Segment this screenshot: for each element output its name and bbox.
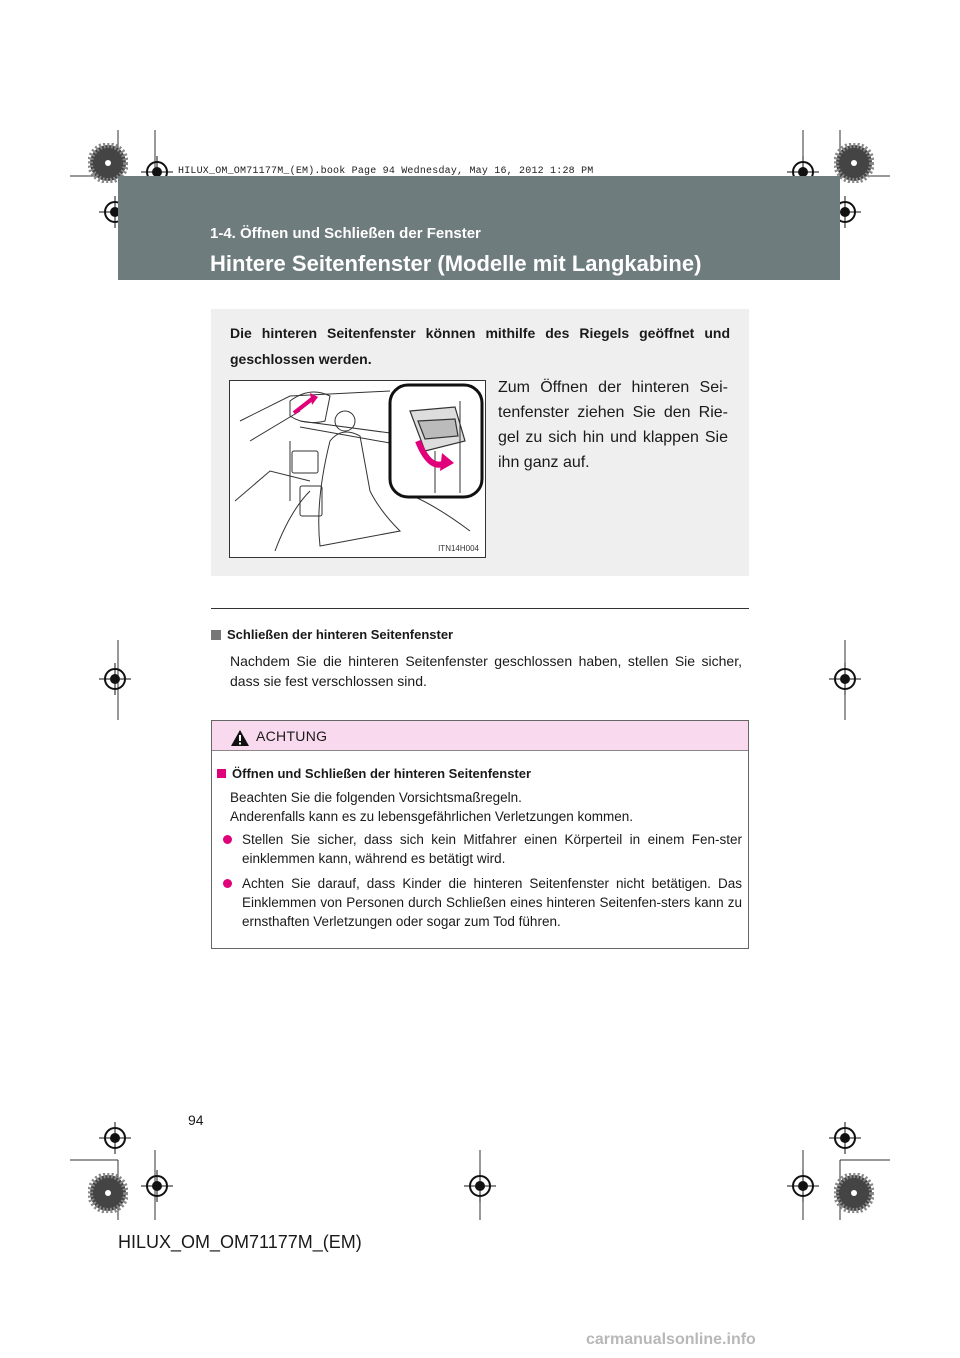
registration-mark-icon — [99, 663, 131, 695]
color-wheel-icon — [88, 1173, 128, 1213]
registration-mark-icon — [99, 1122, 131, 1154]
page-title: Hintere Seitenfenster (Modelle mit Langkabine) — [210, 251, 702, 276]
color-wheel-icon — [834, 143, 874, 183]
note-body: Nachdem Sie die hinteren Seitenfenster geschlossen haben, stellen Sie sicher, dass sie fest verschlossen sind. — [230, 653, 742, 689]
square-bullet-icon — [217, 769, 226, 778]
note-heading-text: Schließen der hinteren Seitenfenster — [227, 627, 454, 642]
bullet-icon — [223, 879, 232, 888]
list-item-text: Achten Sie darauf, dass Kinder die hinteren Seitenfenster nicht betätigen. Das Einklemmen von Personen durch Schließen eines hinteren Seitenfen-sters kann zu ernsthaften Verletzungen oder sogar zum Tod führen. — [242, 876, 742, 929]
separator-line — [211, 608, 749, 609]
list-item-text: Stellen Sie sicher, dass sich kein Mitfahrer einen Körperteil in einem Fen-ster einklemmen kann, während es betätigt wird. — [242, 832, 742, 866]
square-bullet-icon — [211, 630, 221, 640]
page-number: 94 — [188, 1112, 204, 1128]
registration-mark-icon — [829, 663, 861, 695]
warning-triangle-icon — [230, 729, 250, 747]
warning-subheading-text: Öffnen und Schließen der hinteren Seitenfenster — [232, 766, 532, 781]
intro-text: Die hinteren Seitenfenster können mithilfe des Riegels geöffnet und geschlossen werden. — [230, 325, 730, 367]
warning-box — [211, 720, 749, 949]
file-stamp: HILUX_OM_OM71177M_(EM).book Page 94 Wednesday, May 16, 2012 1:28 PM — [178, 166, 594, 177]
list-item — [220, 874, 742, 931]
list-item — [220, 830, 742, 868]
registration-mark-icon — [464, 1170, 496, 1202]
warning-intro-line: Beachten Sie die folgenden Vorsichtsmaßregeln. — [230, 790, 522, 805]
note-heading — [211, 627, 453, 642]
registration-mark-icon — [829, 1122, 861, 1154]
latch-drawing — [230, 381, 485, 557]
registration-mark-icon — [787, 1170, 819, 1202]
warning-intro — [230, 788, 740, 826]
color-wheel-icon — [834, 1173, 874, 1213]
warning-header — [212, 721, 748, 751]
registration-mark-icon — [141, 1170, 173, 1202]
instruction-text: Zum Öffnen der hinteren Sei-tenfenster ziehen Sie den Rie-gel zu sich hin und klappen Sie ihn ganz auf. — [498, 379, 728, 471]
bullet-icon — [223, 835, 232, 844]
section-label: 1-4. Öffnen und Schließen der Fenster — [210, 225, 481, 242]
warning-subheading — [217, 766, 531, 781]
illustration-code: ITN14H004 — [438, 544, 479, 553]
window-latch-illustration — [229, 380, 486, 558]
warning-list — [220, 830, 742, 937]
warning-intro-line: Anderenfalls kann es zu lebensgefährlichen Verletzungen kommen. — [230, 809, 634, 824]
warning-title: ACHTUNG — [256, 728, 328, 744]
document-code: HILUX_OM_OM71177M_(EM) — [118, 1232, 362, 1252]
watermark: carmanualsonline.info — [586, 1331, 756, 1348]
